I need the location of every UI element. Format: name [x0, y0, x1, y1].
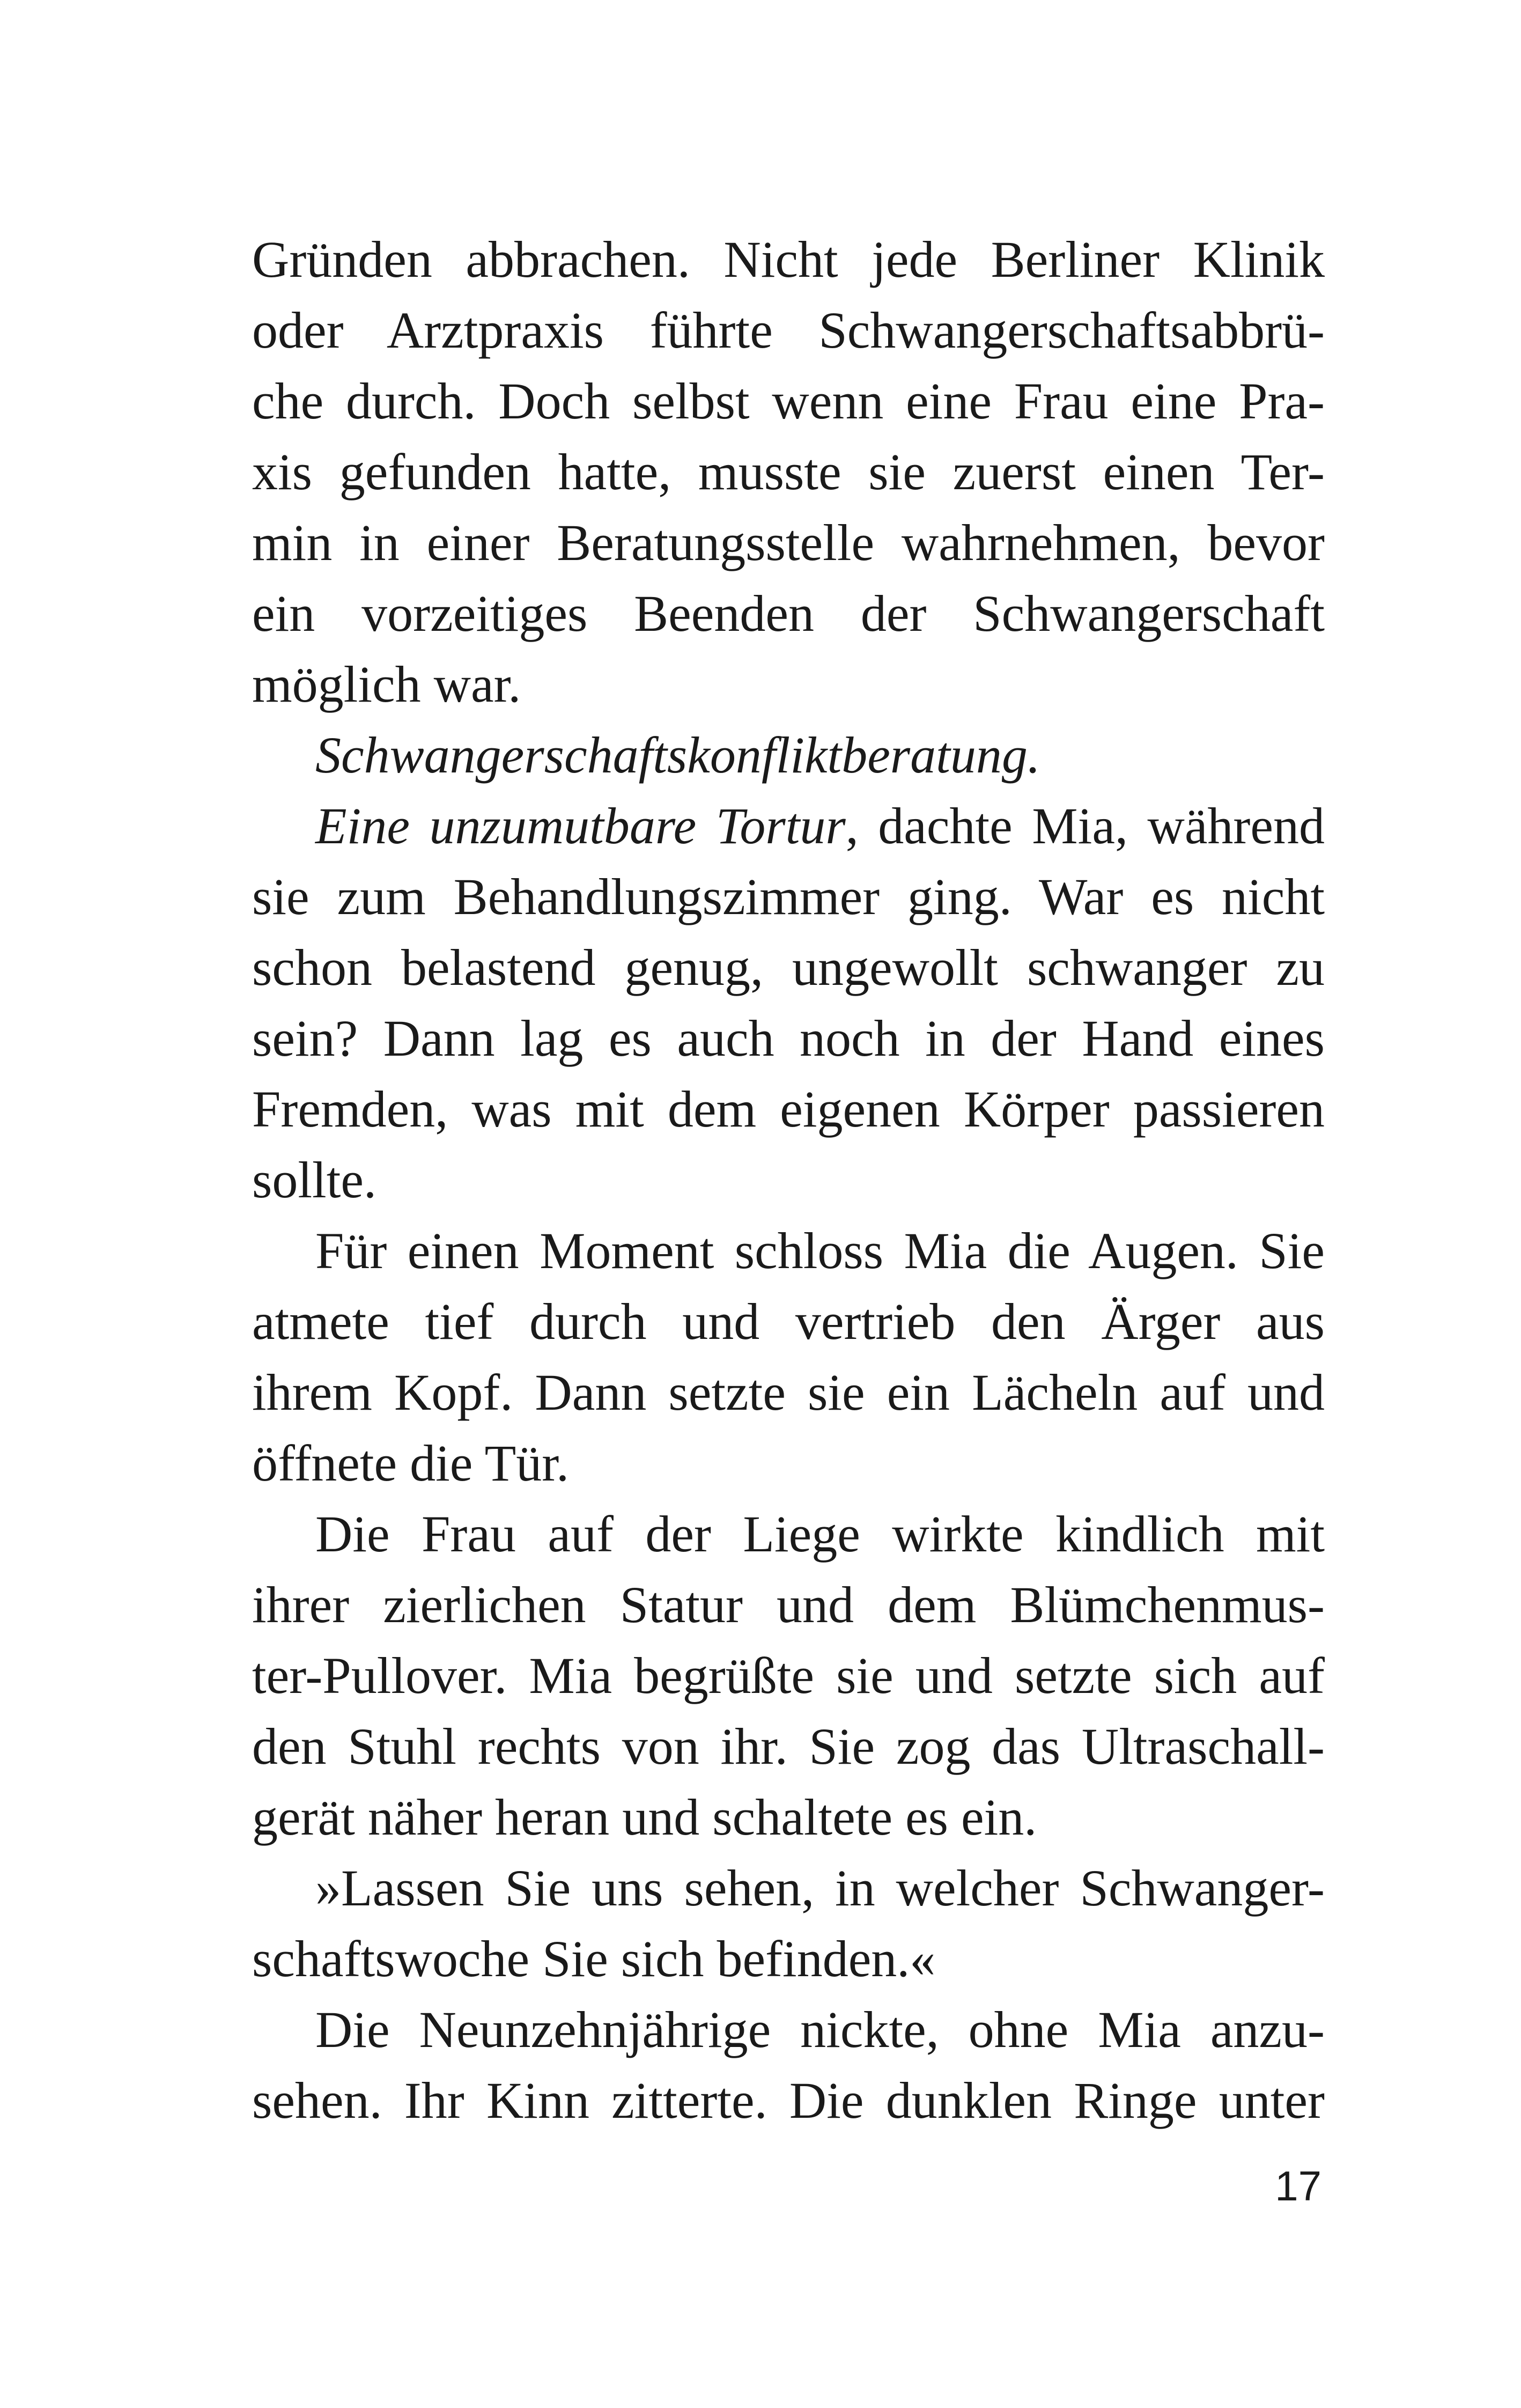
line-text: sein? Dann lag es auch noch in der Hand eines	[252, 1010, 1325, 1067]
paragraph	[252, 720, 1325, 791]
line-text: möglich war.	[252, 656, 521, 713]
italic-phrase: Eine unzumutbare Tortur	[315, 797, 846, 855]
text-line	[252, 224, 1325, 295]
line-text: atmete tief durch und vertrieb den Ärger aus	[252, 1293, 1325, 1350]
paragraph	[252, 791, 1325, 1216]
line-text: »Lassen Sie uns sehen, in welcher Schwanger-	[315, 1859, 1325, 1917]
line-text: ter-Pullover. Mia begrüßte sie und setzte sich auf	[252, 1647, 1325, 1704]
paragraph	[252, 224, 1325, 720]
text-line	[252, 1782, 1325, 1853]
text-line	[252, 932, 1325, 1003]
text-line	[252, 1711, 1325, 1782]
line-text: ihrer zierlichen Statur und dem Blümchenmus-	[252, 1576, 1325, 1633]
text-line	[252, 437, 1325, 507]
line-text: Die Frau auf der Liege wirkte kindlich mit	[315, 1505, 1325, 1563]
line-text: che durch. Doch selbst wenn eine Frau eine Pra-	[252, 372, 1325, 430]
text-line	[252, 1924, 1325, 1994]
line-text: öffnete die Tür.	[252, 1434, 569, 1492]
text-line	[252, 1003, 1325, 1074]
paragraph	[252, 1216, 1325, 1499]
line-text: sehen. Ihr Kinn zitterte. Die dunklen Ringe unter	[252, 2072, 1325, 2129]
line-text: , dachte Mia, während	[845, 797, 1325, 855]
line-text: schaftswoche Sie sich befinden.«	[252, 1930, 936, 1987]
text-line	[252, 1216, 1325, 1286]
line-text: oder Arztpraxis führte Schwangerschaftsabbrü-	[252, 301, 1325, 359]
text-line	[252, 366, 1325, 437]
line-text: min in einer Beratungsstelle wahrnehmen, bevor	[252, 514, 1325, 571]
text-line	[252, 1570, 1325, 1640]
text-line	[252, 1357, 1325, 1428]
line-text: Schwangerschaftskonfliktberatung.	[315, 726, 1040, 784]
text-line	[252, 861, 1325, 932]
text-line	[252, 295, 1325, 366]
line-text: sie zum Behandlungszimmer ging. War es nicht	[252, 868, 1325, 925]
paragraph	[252, 1499, 1325, 1853]
text-line	[252, 1074, 1325, 1145]
text-line	[252, 507, 1325, 578]
line-text: xis gefunden hatte, musste sie zuerst einen Ter-	[252, 443, 1325, 500]
paragraph	[252, 1994, 1325, 2136]
text-line	[252, 1145, 1325, 1216]
text-line	[252, 578, 1325, 649]
text-line	[252, 1640, 1325, 1711]
text-line	[252, 720, 1325, 791]
line-text: sollte.	[252, 1151, 376, 1209]
page-number: 17	[1275, 2162, 1321, 2210]
book-page-text	[252, 224, 1325, 2136]
line-text: Für einen Moment schloss Mia die Augen. Sie	[315, 1222, 1325, 1279]
text-line	[252, 649, 1325, 720]
text-line	[252, 1286, 1325, 1357]
line-text: schon belastend genug, ungewollt schwanger zu	[252, 939, 1325, 996]
line-text: Die Neunzehnjährige nickte, ohne Mia anzu-	[315, 2001, 1325, 2058]
line-text: Gründen abbrachen. Nicht jede Berliner Klinik	[252, 231, 1325, 288]
text-line	[252, 1994, 1325, 2065]
text-line	[252, 1853, 1325, 1924]
line-text: ihrem Kopf. Dann setzte sie ein Lächeln auf und	[252, 1364, 1325, 1421]
text-line	[252, 2065, 1325, 2136]
line-text: den Stuhl rechts von ihr. Sie zog das Ultraschall-	[252, 1718, 1325, 1775]
text-line	[252, 1428, 1325, 1499]
line-text: ein vorzeitiges Beenden der Schwangerschaft	[252, 585, 1325, 642]
text-line	[252, 1499, 1325, 1570]
line-text: Fremden, was mit dem eigenen Körper passieren	[252, 1080, 1325, 1138]
line-text: gerät näher heran und schaltete es ein.	[252, 1788, 1037, 1846]
text-line	[252, 791, 1325, 861]
paragraph	[252, 1853, 1325, 1994]
